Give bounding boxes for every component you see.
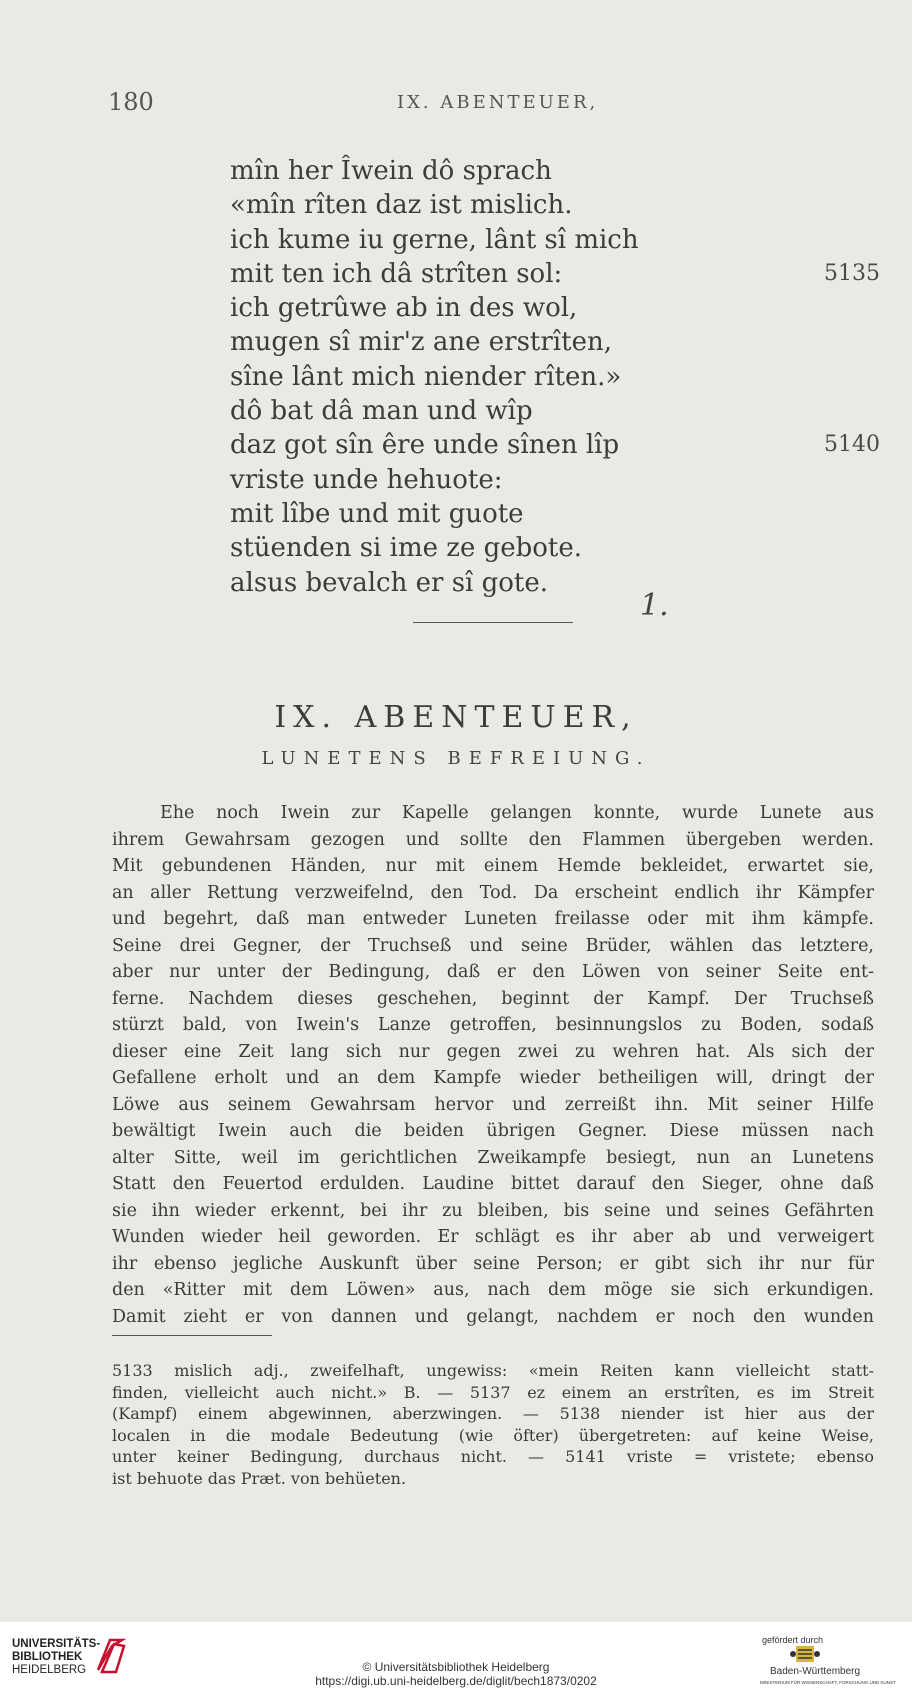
verse-block	[230, 154, 880, 600]
verse-line: dô bat dâ man und wîp	[230, 396, 533, 427]
verse-line: daz got sîn êre unde sînen lîp 5140	[230, 428, 880, 462]
footnote-line: unter keiner Bedingung, durchaus nicht. — 5141 vriste = vristete; ebenso	[112, 1447, 874, 1466]
prose-line: Ehe noch Iwein zur Kapelle gelangen konnte, wurde Lunete aus	[160, 803, 874, 823]
footnote-line: (Kampf) einem abgewinnen, aberzwingen. — 5138 niender ist hier aus der	[112, 1404, 874, 1423]
footnote-divider	[112, 1335, 272, 1336]
prose-line: bewältigt Iwein auch die beiden übrigen Gegner. Diese müssen nach	[112, 1121, 874, 1141]
prose-line: Löwe aus seinem Gewahrsam hervor und zerreißt ihn. Mit seiner Hilfe	[112, 1094, 874, 1115]
chapter-title: IX. ABENTEUER,	[274, 700, 638, 735]
verse-line: sîne lânt mich niender rîten.»	[230, 361, 622, 392]
prose-line: stürzt bald, von Iwein's Lanze getroffen, besinnungslos zu Boden, sodaß	[112, 1015, 874, 1035]
verse-line: mit ten ich dâ strîten sol: 5135	[230, 257, 880, 291]
chapter-subtitle: LUNETENS BEFREIUNG.	[261, 748, 651, 769]
prose-line: Gefallene erholt und an dem Kampfe wieder betheiligen will, dringt der	[112, 1068, 874, 1088]
prose-line: ferne. Nachdem dieses geschehen, beginnt der Kampf. Der Truchseß	[112, 988, 874, 1009]
verse-line: vriste unde hehuote:	[230, 464, 503, 495]
footnote-line: ist behuote das Præt. von behüeten.	[112, 1468, 407, 1488]
page-number: 180	[108, 88, 154, 116]
prose-line: Wunden wieder heil geworden. Er schlägt es ihr aber ab und verweigert	[112, 1227, 874, 1247]
footnote-line: localen in die modale Bedeutung (wie öfter) übergetreten: auf keine Weise,	[112, 1425, 874, 1445]
line-number: 5135	[824, 260, 880, 286]
line-number: 5140	[824, 432, 880, 458]
verse-line: ich getrûwe ab in des wol,	[230, 293, 578, 324]
library-name[interactable]: UNIVERSITÄTS- BIBLIOTHEK HEIDELBERG	[12, 1638, 101, 1676]
verse-line: ich kume iu gerne, lânt sî mich	[230, 224, 639, 255]
verse-line: mugen sî mir'z ane erstrîten,	[230, 327, 612, 358]
prose-line: Damit zieht er von dannen und gelangt, nachdem er noch den wunden	[112, 1306, 874, 1327]
prose-line: ihr ebenso jegliche Auskunft über seine Person; er gibt sich ihr nur für	[112, 1253, 874, 1274]
prose-line: sie ihn wieder erkennt, bei ihr zu bleiben, bis seine und seines Gefährten	[112, 1200, 874, 1221]
funding-notice	[760, 1630, 910, 1685]
prose-line: und begehrt, daß man entweder Luneten freilasse oder mit ihm kämpfe.	[112, 909, 874, 929]
prose-line: an aller Rettung verzweifelnd, den Tod. Da erscheint endlich ihr Kämpfer	[112, 882, 874, 903]
footnotes	[112, 1360, 874, 1489]
summary-paragraph	[112, 800, 874, 1330]
verse-line: «mîn rîten daz ist mislich.	[230, 190, 573, 221]
verse-line: alsus bevalch er sî gote.	[230, 567, 549, 598]
prose-line: Statt den Feuertod erdulden. Laudine bittet darauf den Sieger, ohne daß	[112, 1174, 874, 1194]
prose-line: aber nur unter der Bedingung, daß er den Löwen von seiner Seite ent-	[112, 962, 874, 982]
prose-line: Seine drei Gegner, der Truchseß und seine Brüder, wählen das letztere,	[112, 935, 874, 956]
footnote-line: 5133 mislich adj., zweifelhaft, ungewiss: «mein Reiten kann vielleicht statt-	[112, 1361, 874, 1380]
footnote-line: finden, vielleicht auch nicht.» B. — 5137 ez einem an erstrîten, es im Streit	[112, 1382, 874, 1402]
prose-line: Mit gebundenen Händen, nur mit einem Hemde bekleidet, erwartet sie,	[112, 856, 874, 876]
state-name: Baden-Württemberg	[770, 1666, 861, 1677]
verse-line: mîn her Îwein dô sprach	[230, 156, 552, 186]
running-head: IX. ABENTEUER,	[397, 92, 599, 113]
page-header	[0, 88, 912, 118]
ministry-name: MINISTERIUM FÜR WISSENSCHAFT, FORSCHUNG UND KUNST	[760, 1680, 896, 1685]
viewer-footer	[0, 1622, 912, 1690]
section-divider	[413, 622, 573, 623]
prose-line: alter Sitte, weil im gerichtlichen Zweikampfe besiegt, nun an Lunetens	[112, 1147, 874, 1168]
copyright-text: © Universitätsbibliothek Heidelberg	[362, 1660, 550, 1674]
handwritten-mark: 1.	[640, 588, 669, 623]
funded-by-label: gefördert durch	[762, 1635, 824, 1645]
prose-line: ihrem Gewahrsam gezogen und sollte den Flammen übergeben werden.	[112, 829, 874, 850]
verse-line: mit lîbe und mit guote	[230, 498, 524, 529]
permalink[interactable]: https://digi.ub.uni-heidelberg.de/diglit/bech1873/0202	[315, 1674, 597, 1688]
prose-line: den «Ritter mit dem Löwen» aus, nach dem möge sie sich erkundigen.	[112, 1280, 874, 1300]
verse-line: stüenden si ime ze gebote.	[230, 533, 583, 564]
prose-line: dieser eine Zeit lang sich nur gegen zwei zu wehren hat. Als sich der	[112, 1041, 874, 1062]
